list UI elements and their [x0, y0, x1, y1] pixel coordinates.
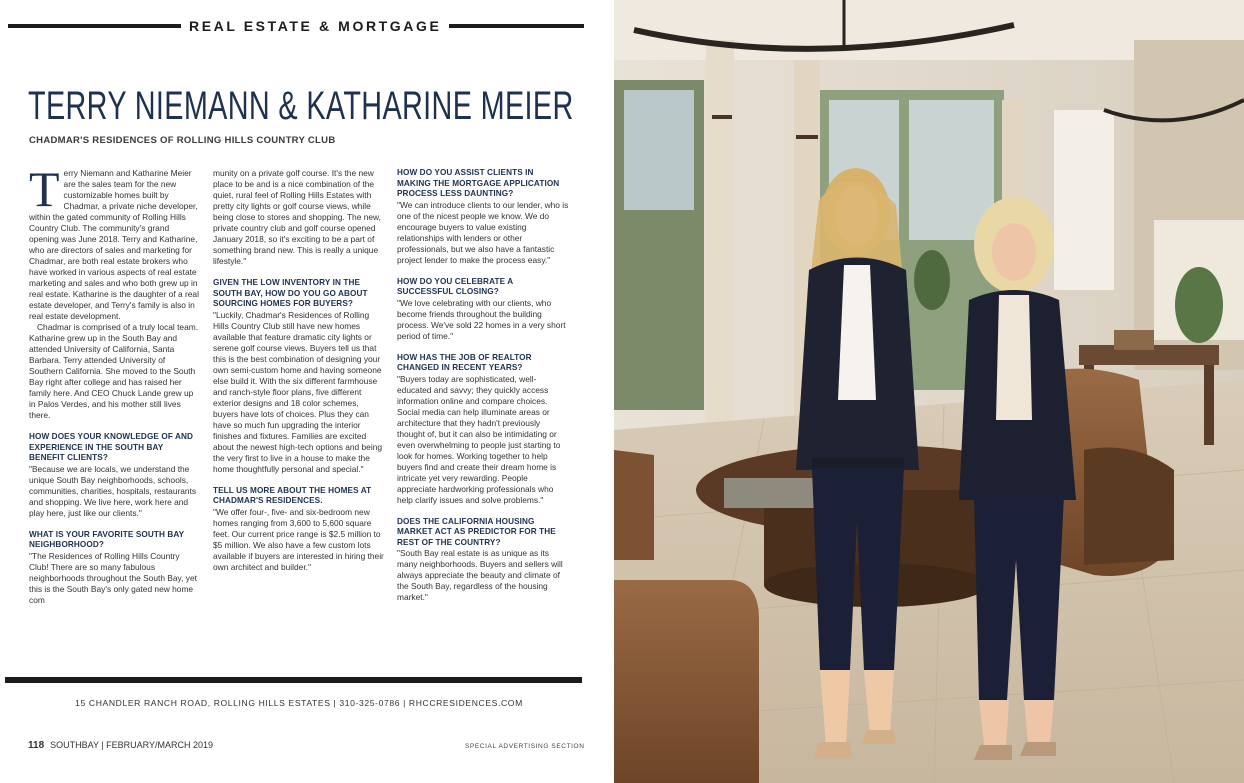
folio — [28, 740, 213, 751]
question-heading: HOW DOES YOUR KNOWLEDGE OF AND EXPERIENCE IN THE SOUTH BAY BENEFIT CLIENTS? — [29, 432, 194, 462]
drop-cap: T — [29, 161, 60, 217]
answer-paragraph: "The Residences of Rolling Hills Country Club! There are so many fabulous neighborhoods throughout the South Bay, yet this is the South Bay's only gated new home com — [29, 550, 197, 605]
question-heading: HOW DO YOU ASSIST CLIENTS IN MAKING THE MORTGAGE APPLICATION PROCESS LESS DAUNTING? — [397, 168, 560, 198]
publication-issue: SOUTHBAY | FEBRUARY/MARCH 2019 — [50, 740, 214, 750]
question-heading: GIVEN THE LOW INVENTORY IN THE SOUTH BAY, HOW DO YOU GO ABOUT SOURCING HOMES FOR BUYERS? — [213, 278, 368, 308]
answer-paragraph: "South Bay real estate is as unique as its many neighborhoods. Buyers and sellers will always appreciate the beauty and climate of the South Bay, regardless of the housing market." — [397, 548, 563, 602]
article-column-1 — [29, 161, 201, 606]
article-column-3 — [397, 168, 569, 603]
answer-paragraph: "Because we are locals, we understand the unique South Bay neighborhoods, schools, communities, charities, hospitals, restaurants and shopping. We live here, work here and play here, just like our clients." — [29, 463, 197, 518]
article-page — [0, 0, 614, 783]
question-heading: WHAT IS YOUR FAVORITE SOUTH BAY NEIGHBORHOOD? — [29, 529, 185, 549]
answer-paragraph: munity on a private golf course. It's the new place to be and is a nice combination of the quiet, rural feel of Rolling Hills Estates with pretty city lights or golf course views, while being close to stores and shopping. The new, private country club and golf course opened January 2018, so it's exciting to be a part of something brand new. This is really a unique lifestyle." — [213, 168, 381, 266]
advertising-section-label: SPECIAL ADVERTISING SECTION — [465, 743, 585, 750]
contact-line: 15 CHANDLER RANCH ROAD, ROLLING HILLS ESTATES | 310-325-0786 | RHCCRESIDENCES.COM — [75, 698, 523, 708]
answer-paragraph: "We offer four-, five- and six-bedroom new homes ranging from 3,600 to 5,600 square feet. Our current price range is $2.5 million to $5 million. We also have a few custom lots available if buyers are interested in hiring their own architect and builder." — [213, 506, 384, 572]
article-subhead: CHADMAR'S RESIDENCES OF ROLLING HILLS COUNTRY CLUB — [29, 135, 336, 146]
answer-paragraph: "Luckily, Chadmar's Residences of Rolling Hills Country Club still have new homes available that feature dramatic city lights or serene golf course views. Buyers tell us that this is the best combination of designing your own semi-custom home and having someone else build it. With the six different farmhouse and ranch-style floor plans, five different exterior designs and 18 color schemes, buyers have lots of choices. Plus they can have so much fun upgrading the interior finishes and fixtures. Families are excited about the newest high-tech options and being the very first to live in a house to make the home thoughtfully personal and special." — [213, 309, 383, 474]
portrait-photo — [614, 0, 1244, 783]
intro-paragraph: Terry Niemann and Katharine Meier are the sales team for the new customizable homes built by Chadmar, a private niche developer, within the gated community of Rolling Hills Country Club. The community's grand opening was June 2018. Terry and Katharine, who are directors of sales and marketing for Chadmar, are both real estate brokers who have worked in various aspects of real estate marketing and sales and who both grew up in real estate. Katharine is the daughter of a real estate developer, and Terry's family is also in real estate development. — [29, 161, 199, 321]
question-heading: HOW HAS THE JOB OF REALTOR CHANGED IN RECENT YEARS? — [397, 352, 532, 372]
page-number: 118 — [28, 740, 45, 751]
answer-paragraph: "Buyers today are sophisticated, well-educated and savvy; they quickly access information online and compare choices. Social media can help illuminate areas or architecture that they hadn't previously thought of, but it can also be intimidating or even overwhelming to people just starting to look for homes. Working together to help buyers find and create their dream home is intricate yet very rewarding. People appreciate hardworking professionals who help clarify issues and solve problems." — [397, 373, 561, 505]
article-column-2 — [213, 168, 385, 573]
answer-paragraph: "We love celebrating with our clients, who become friends throughout the building process. We've sold 22 homes in a very short period of time." — [397, 297, 566, 341]
question-heading: DOES THE CALIFORNIA HOUSING MARKET ACT AS PREDICTOR FOR THE REST OF THE COUNTRY? — [397, 516, 556, 547]
footer-rule — [5, 677, 582, 683]
question-heading: HOW DO YOU CELEBRATE A SUCCESSFUL CLOSING? — [397, 276, 513, 296]
article-headline: TERRY NIEMANN & KATHARINE MEIER — [28, 84, 574, 128]
body-paragraph: Chadmar is comprised of a truly local team. Katharine grew up in the South Bay and attended University of California, Santa Barbara. Terry attended University of Southern California. She moved to the South Bay right after college and has raised her family here. And CEO Chuck Lande grew up in Palos Verdes, and his mother still lives there. — [29, 322, 199, 420]
answer-paragraph: "We can introduce clients to our lender, who is one of the nicest people we know. We do encourage buyers to value existing relationships with lenders or other professionals, but we also have a fantastic project lender to make the process easy." — [397, 199, 569, 265]
question-heading: TELL US MORE ABOUT THE HOMES AT CHADMAR'S RESIDENCES. — [213, 485, 372, 505]
interior-photo-illustration — [614, 0, 1244, 783]
section-label: REAL ESTATE & MORTGAGE — [181, 16, 449, 36]
